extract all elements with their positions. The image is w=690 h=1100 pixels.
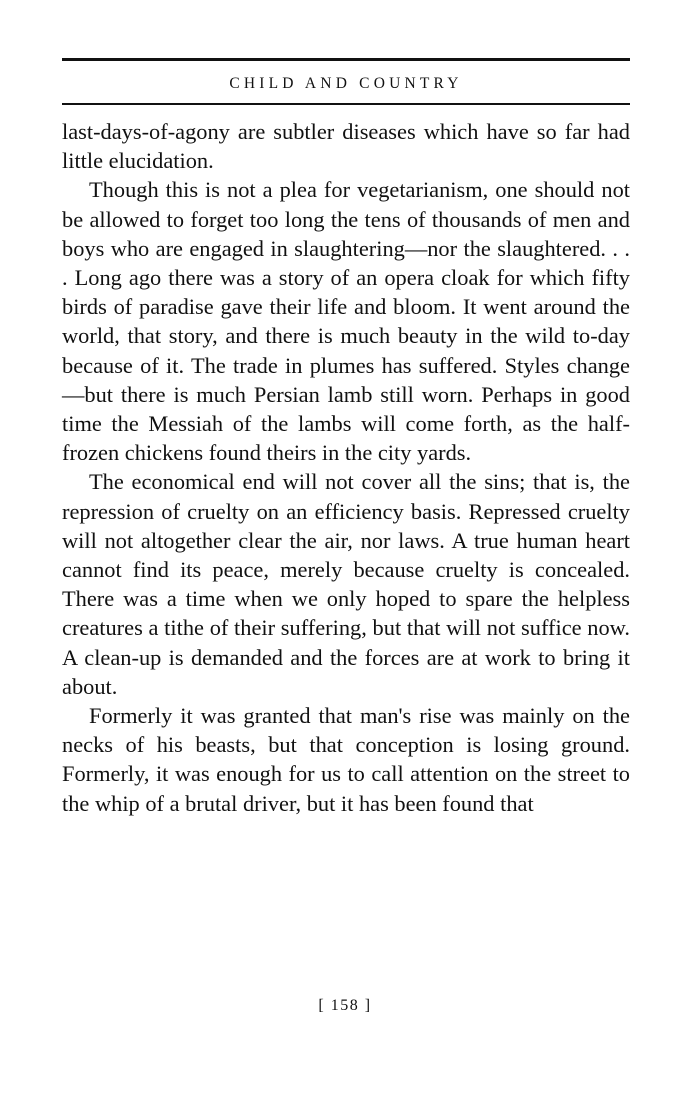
header-rule-bottom xyxy=(62,103,630,105)
body-text xyxy=(62,117,630,818)
paragraph: The economical end will not cover all the sins; that is, the repression of cruelty on an efficiency basis. Repressed cruelty will not altogether clear the air, nor laws. A true human heart cannot find its peace, merely because cruelty is concealed. There was a time when we only hoped to spare the helpless creatures a tithe of their suffering, but that will not suffice now. A clean-up is demanded and the forces are at work to bring it about. xyxy=(62,469,630,699)
page-number: [ 158 ] xyxy=(318,997,372,1014)
header-rule-top xyxy=(62,58,630,61)
running-title: CHILD AND COUNTRY xyxy=(229,75,463,92)
paragraph: Though this is not a plea for vegetarianism, one should not be allowed to forget too long the tens of thousands of men and boys who are engaged in slaughtering—nor the slaughtered. . . . Long ago there was a story of an opera cloak for which fifty birds of paradise gave their life and bloom. It went around the world, that story, and there is much beauty in the wild to-day because of it. The trade in plumes has suffered. Styles change—but there is much Persian lamb still worn. Perhaps in good time the Messiah of the lambs will come forth, as the half-frozen chickens found theirs in the city yards. xyxy=(62,177,630,466)
paragraph-continued: last-days-of-agony are subtler diseases which have so far had little elucidation. xyxy=(62,119,630,174)
page xyxy=(62,58,630,818)
paragraph: Formerly it was granted that man's rise was mainly on the necks of his beasts, but that conception is losing ground. Formerly, it was enough for us to call attention on the street to the whip of a brutal driver, but it has been found that xyxy=(62,703,630,816)
